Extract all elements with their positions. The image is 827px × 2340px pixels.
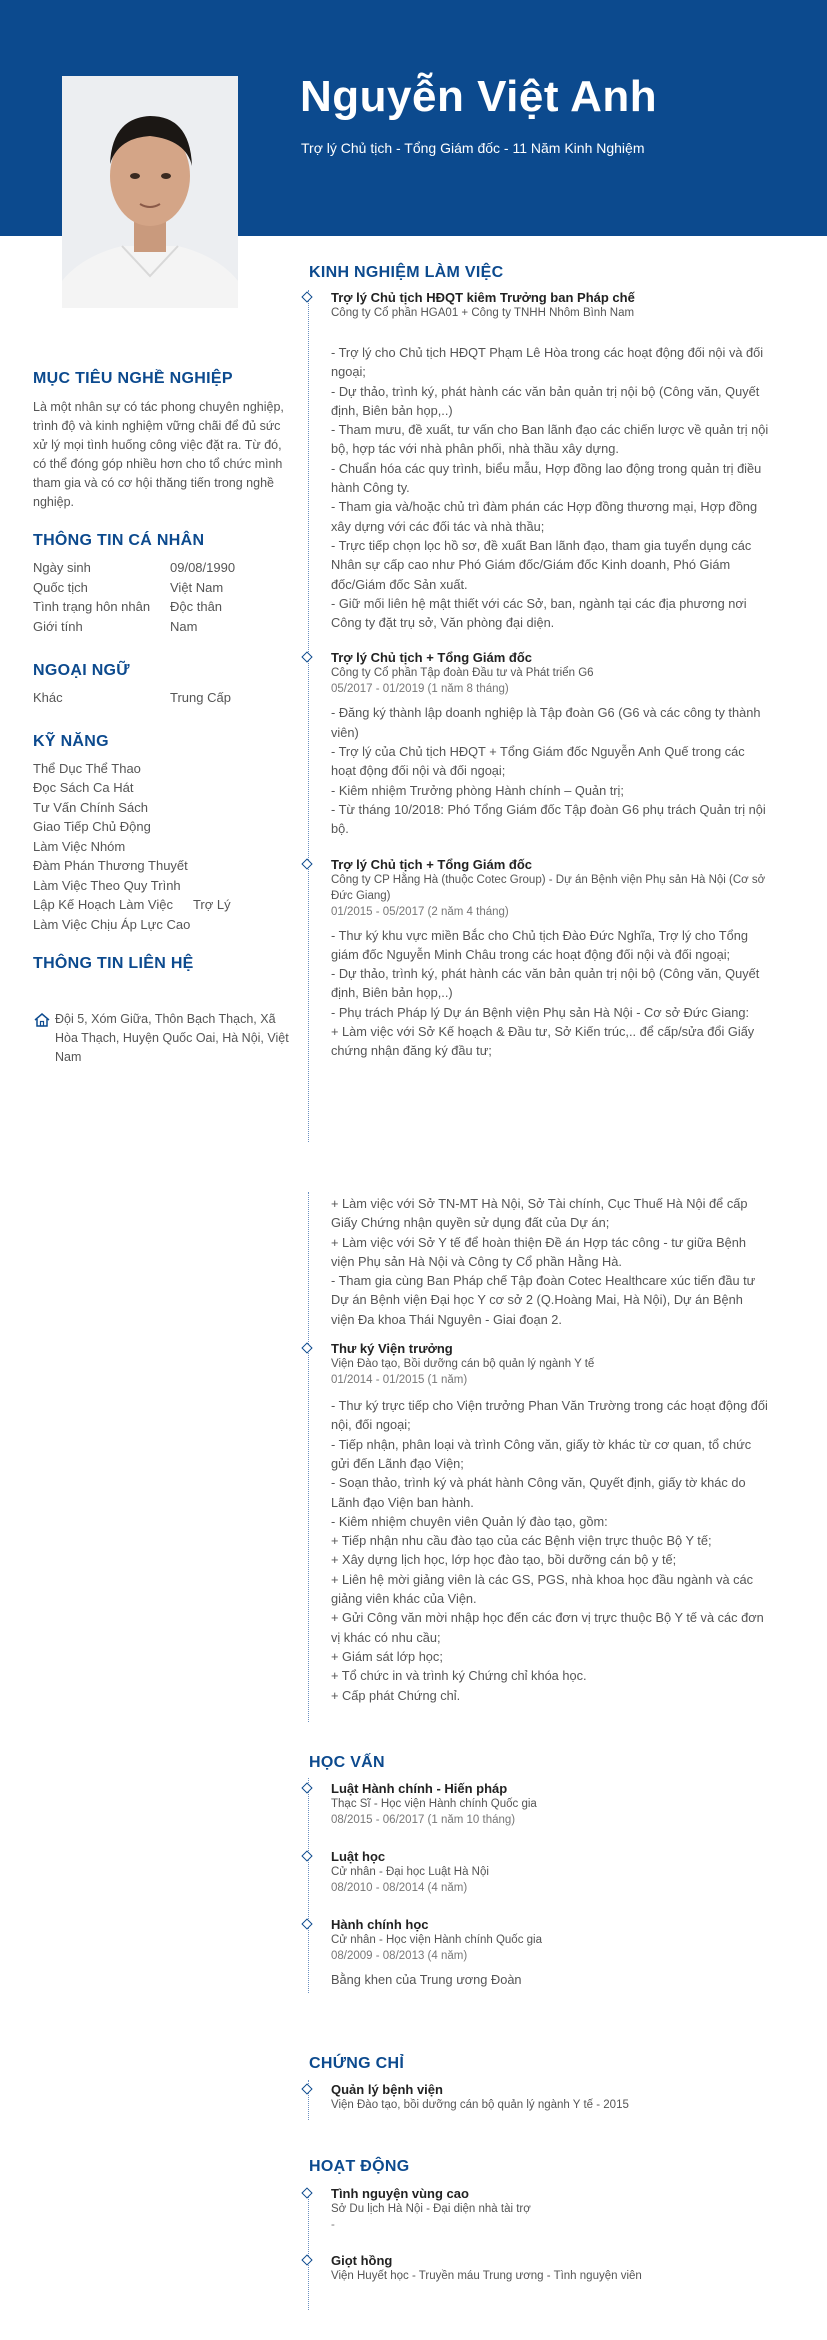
info-row xyxy=(33,578,298,598)
person-photo-icon xyxy=(62,76,238,308)
education-date: 08/2010 - 08/2014 (4 năm) xyxy=(331,1882,468,1894)
activity-name: Tình nguyện vùng cao xyxy=(331,2186,469,2201)
timeline-diamond-icon xyxy=(301,1782,312,1793)
experience-title: KINH NGHIỆM LÀM VIỆC xyxy=(309,264,504,281)
desc-line: - Soạn thảo, trình ký và phát hành Công văn, Quyết định, giấy tờ khác do Lãnh đạo Viện ban hành. xyxy=(331,1475,746,1510)
education-school: Thạc Sĩ - Học viện Hành chính Quốc gia xyxy=(331,1798,537,1810)
education-school: Cử nhân - Học viện Hành chính Quốc gia xyxy=(331,1934,542,1946)
info-value: 09/08/1990 xyxy=(170,560,236,575)
skill-item: Đọc Sách Ca Hát xyxy=(33,780,134,795)
desc-line: - Dự thảo, trình ký, phát hành các văn bản quản trị nội bộ (Công văn, Quyết định, Biên bản họp,..) xyxy=(331,966,760,1001)
desc-line: - Thư ký khu vực miền Bắc cho Chủ tịch Đào Đức Nghĩa, Trợ lý cho Tổng giám đốc Nguyễn Minh Châu trong các hoạt động đối nội và đối ngoại; xyxy=(331,927,748,962)
job-description xyxy=(331,1396,769,1705)
info-row xyxy=(33,597,298,617)
education-title-item: Luật học xyxy=(331,1849,386,1864)
info-value: Việt Nam xyxy=(170,579,224,595)
language-title: NGOẠI NGỮ xyxy=(33,662,130,679)
info-row xyxy=(33,558,298,578)
desc-line: - Tham gia cùng Ban Pháp chế Tập đoàn Cotec Healthcare xúc tiến đầu tư Dự án Bệnh viện Đại học Y cơ sở 2 (Q.Hoàng Mai, Hà Nội), Dự án Bệnh viện Đa khoa Thái Nguyên - Giai đoạn 2. xyxy=(331,1273,756,1327)
education-entry xyxy=(309,1849,769,1896)
desc-line: + Làm việc với Sở Kế hoạch & Đầu tư, Sở Kiến trúc,.. để cấp/sửa đổi Giấy chứng nhận đăng ký đầu tư; xyxy=(331,1024,755,1059)
activity-org: Viện Huyết học - Truyền máu Trung ương - Tình nguyện viên xyxy=(331,2270,642,2282)
language-list xyxy=(33,688,298,708)
job-date: 01/2015 - 05/2017 (2 năm 4 tháng) xyxy=(331,905,509,918)
desc-line: + Giám sát lớp học; xyxy=(331,1648,443,1664)
desc-line: - Thư ký trực tiếp cho Viện trưởng Phan Văn Trường trong các hoạt động đối nội, đối ngoại; xyxy=(331,1398,768,1433)
job-description xyxy=(331,343,769,632)
skills-title: KỸ NĂNG xyxy=(33,732,109,750)
job-entry xyxy=(309,857,769,1061)
desc-line: + Tổ chức in và trình ký Chứng chỉ khóa học. xyxy=(331,1668,587,1684)
timeline-diamond-icon xyxy=(301,2187,312,2198)
info-row xyxy=(33,617,298,637)
education-note: Bằng khen của Trung ương Đoàn xyxy=(331,1972,522,1987)
certificates-title: CHỨNG CHỈ xyxy=(309,2055,405,2072)
candidate-subtitle: Trợ lý Chủ tịch - Tổng Giám đốc - 11 Năm Kinh Nghiệm xyxy=(301,140,645,156)
timeline-diamond-icon xyxy=(301,1918,312,1929)
education-section xyxy=(309,1754,769,1989)
certificates-section xyxy=(309,2055,769,2113)
skill-item: Tư Vấn Chính Sách xyxy=(33,799,148,815)
education-entry xyxy=(309,1917,769,1989)
skill-item: Giao Tiếp Chủ Động xyxy=(33,819,151,834)
timeline-diamond-icon xyxy=(301,1850,312,1861)
desc-line: - Tiếp nhận, phân loại và trình Công văn, giấy tờ khác từ cơ quan, tổ chức gửi đến Lãnh đạo Viện; xyxy=(331,1436,752,1471)
education-title-item: Hành chính học xyxy=(331,1917,429,1932)
job-description xyxy=(331,926,769,1061)
desc-line: - Từ tháng 10/2018: Phó Tổng Giám đốc Tập đoàn G6 phụ trách Quản trị nội bộ. xyxy=(331,801,766,837)
skill-item: Lập Kế Hoạch Làm Việc xyxy=(33,897,173,912)
desc-line: + Tiếp nhận nhu cầu đào tạo của các Bệnh viện trực thuộc Bộ Y tế; xyxy=(331,1533,712,1549)
info-label: Tình trạng hôn nhân xyxy=(33,599,151,614)
timeline-diamond-icon xyxy=(301,291,312,302)
language-label: Khác xyxy=(33,690,63,705)
activity-entry xyxy=(309,2253,769,2284)
objective-title: MỤC TIÊU NGHỀ NGHIỆP xyxy=(33,370,233,387)
timeline-diamond-icon xyxy=(301,652,312,663)
desc-line: + Làm việc với Sở Y tế để hoàn thiện Đề án Hợp tác công - tư giữa Bệnh viện Phụ sản Hà Nội và Công ty Cổ phần Hằng Hà. xyxy=(331,1234,746,1269)
job-entry-continued xyxy=(309,1194,769,1329)
education-title-item: Luật Hành chính - Hiến pháp xyxy=(331,1781,508,1796)
certificate-entry xyxy=(309,2082,769,2113)
skill-item: Thể Dục Thể Thao xyxy=(33,760,141,776)
left-column xyxy=(33,370,298,1067)
personal-info-list xyxy=(33,558,298,636)
activity-org: Sở Du lịch Hà Nội - Đại diện nhà tài trợ xyxy=(331,2203,531,2215)
desc-line: - Trợ lý cho Chủ tịch HĐQT Phạm Lê Hòa trong các hoạt động đối nội và đối ngoại; xyxy=(331,345,764,380)
job-company: Viện Đào tạo, Bồi dưỡng cán bộ quản lý ngành Y tế xyxy=(331,1358,595,1371)
experience-section xyxy=(309,264,769,1061)
timeline-diamond-icon xyxy=(301,1342,312,1353)
desc-line: + Làm việc với Sở TN-MT Hà Nội, Sở Tài chính, Cục Thuế Hà Nội để cấp Giấy Chứng nhận quyền sử dụng đất của Dự án; xyxy=(331,1196,748,1231)
activities-title: HOẠT ĐỘNG xyxy=(309,2158,410,2175)
skills-list xyxy=(33,759,298,935)
job-entry xyxy=(309,650,769,838)
contact-title: THÔNG TIN LIÊN HỆ xyxy=(33,955,194,972)
info-value: Độc thân xyxy=(170,599,223,614)
job-title: Trợ lý Chủ tịch HĐQT kiêm Trưởng ban Pháp chế xyxy=(331,290,635,305)
language-level: Trung Cấp xyxy=(170,690,231,705)
home-icon xyxy=(33,1011,51,1029)
desc-line: - Kiêm nhiệm chuyên viên Quản lý đào tạo, gồm: xyxy=(331,1513,608,1529)
job-title: Trợ lý Chủ tịch + Tổng Giám đốc xyxy=(331,856,533,872)
personal-info-title: THÔNG TIN CÁ NHÂN xyxy=(33,532,205,549)
education-date: 08/2009 - 08/2013 (4 năm) xyxy=(331,1950,468,1962)
desc-line: - Trợ lý của Chủ tịch HĐQT + Tổng Giám đốc Nguyễn Anh Quế trong các hoạt động đối nội và đối ngoại; xyxy=(331,744,745,779)
desc-line: + Gửi Công văn mời nhập học đến các đơn vị trực thuộc Bộ Y tế và các đơn vị khác có nhu cầu; xyxy=(331,1610,764,1645)
desc-line: - Chuẩn hóa các quy trình, biểu mẫu, Hợp đồng lao động trong quản trị điều hành Công ty. xyxy=(331,460,762,496)
language-row xyxy=(33,688,298,708)
job-description xyxy=(331,1194,769,1329)
job-title: Thư ký Viện trưởng xyxy=(331,1341,453,1357)
skill-item: Làm Việc Chịu Áp Lực Cao xyxy=(33,916,191,932)
desc-line: + Xây dựng lịch học, lớp học đào tạo, bồi dưỡng cán bộ y tế; xyxy=(331,1552,677,1568)
desc-line: - Trực tiếp chọn lọc hồ sơ, đề xuất Ban lãnh đạo, tham gia tuyển dụng các Nhân sự cấp cao như Phó Giám đốc/Giám đốc Kinh doanh, Phó Giám đốc/Giám đốc Sản xuất. xyxy=(331,537,752,592)
activity-entry xyxy=(309,2186,769,2233)
job-entry xyxy=(309,1341,769,1705)
activities-section xyxy=(309,2158,769,2284)
certificate-name: Quản lý bệnh viện xyxy=(331,2082,443,2097)
education-entry xyxy=(309,1781,769,1828)
desc-line: - Giữ mối liên hệ mật thiết với các Sở, ban, ngành tại các địa phương nơi Công ty đặt trụ sở, Văn phòng đại diện. xyxy=(331,595,747,631)
contact-address-row xyxy=(33,1010,298,1067)
education-date: 08/2015 - 06/2017 (1 năm 10 tháng) xyxy=(331,1814,516,1826)
job-description xyxy=(331,703,769,838)
desc-line: - Đăng ký thành lập doanh nghiệp là Tập đoàn G6 (G6 và các công ty thành viên) xyxy=(331,705,761,740)
job-date: 01/2014 - 01/2015 (1 năm) xyxy=(331,1374,468,1387)
desc-line: - Tham mưu, đề xuất, tư vấn cho Ban lãnh đạo các chiến lược về quản trị nội bộ, hợp tác với nhà phân phối, nhà thầu xây dựng. xyxy=(331,422,769,457)
certificate-issuer: Viện Đào tạo, bồi dưỡng cán bộ quản lý ngành Y tế - 2015 xyxy=(331,2099,629,2111)
job-company: Công ty Cổ phần HGA01 + Công ty TNHH Nhôm Bình Nam xyxy=(331,307,635,319)
job-title: Trợ lý Chủ tịch + Tổng Giám đốc xyxy=(331,650,533,666)
skill-item: Đàm Phán Thương Thuyết xyxy=(33,858,188,873)
desc-line: + Cấp phát Chứng chỉ. xyxy=(331,1687,461,1703)
skill-line xyxy=(33,895,298,915)
contact-address: Đội 5, Xóm Giữa, Thôn Bạch Thạch, Xã Hòa Thạch, Huyện Quốc Oai, Hà Nội, Việt Nam xyxy=(55,1012,289,1064)
desc-line: - Kiêm nhiệm Trưởng phòng Hành chính – Quản trị; xyxy=(331,782,624,798)
objective-text: Là một nhân sự có tác phong chuyên nghiệp, trình độ và kinh nghiệm vững chãi để đủ sức xử lý mọi tình huống công việc đặt ra. Từ đó, có thể đóng góp nhiều hơn cho tổ chức mình tham gia và có cơ hội thăng tiến trong nghề nghiệp. xyxy=(33,400,284,509)
info-label: Ngày sinh xyxy=(33,560,91,575)
job-company: Công ty Cổ phần Tập đoàn Đầu tư và Phát triển G6 xyxy=(331,667,594,680)
timeline-diamond-icon xyxy=(301,2254,312,2265)
activity-name: Giọt hồng xyxy=(331,2253,393,2268)
experience-section-continued xyxy=(309,1194,769,1705)
desc-line: - Tham gia và/hoặc chủ trì đàm phán các Hợp đồng thương mại, Hợp đồng xây dựng với các đối tác và nhà thầu; xyxy=(331,499,758,534)
education-school: Cử nhân - Đại học Luật Hà Nội xyxy=(331,1866,489,1878)
skill-item: Làm Việc Nhóm xyxy=(33,838,126,854)
skill-item: Làm Việc Theo Quy Trình xyxy=(33,877,181,893)
desc-line: - Dự thảo, trình ký, phát hành các văn bản quản trị nội bộ (Công văn, Quyết định, Biên bản họp,..) xyxy=(331,383,760,418)
profile-photo xyxy=(62,76,238,308)
job-entry xyxy=(309,290,769,632)
job-company: Công ty CP Hằng Hà (thuộc Cotec Group) - Dự án Bệnh viện Phụ sản Hà Nội (Cơ sở Đức Giang) xyxy=(331,873,766,902)
skill-item: Trợ Lý xyxy=(192,897,231,912)
candidate-name: Nguyễn Việt Anh xyxy=(300,72,658,121)
education-title: HỌC VẤN xyxy=(309,1754,385,1771)
timeline-diamond-icon xyxy=(301,2083,312,2094)
desc-line: - Phụ trách Pháp lý Dự án Bệnh viện Phụ sản Hà Nội - Cơ sở Đức Giang: xyxy=(331,1004,750,1020)
info-value: Nam xyxy=(170,618,198,634)
info-label: Giới tính xyxy=(33,618,83,634)
timeline-diamond-icon xyxy=(301,858,312,869)
job-date: 05/2017 - 01/2019 (1 năm 8 tháng) xyxy=(331,683,509,696)
activity-extra: - xyxy=(331,2219,335,2231)
info-label: Quốc tịch xyxy=(33,579,88,595)
desc-line: + Liên hệ mời giảng viên là các GS, PGS, nhà khoa học đầu ngành và các giảng viên khác của Viện. xyxy=(331,1571,754,1607)
